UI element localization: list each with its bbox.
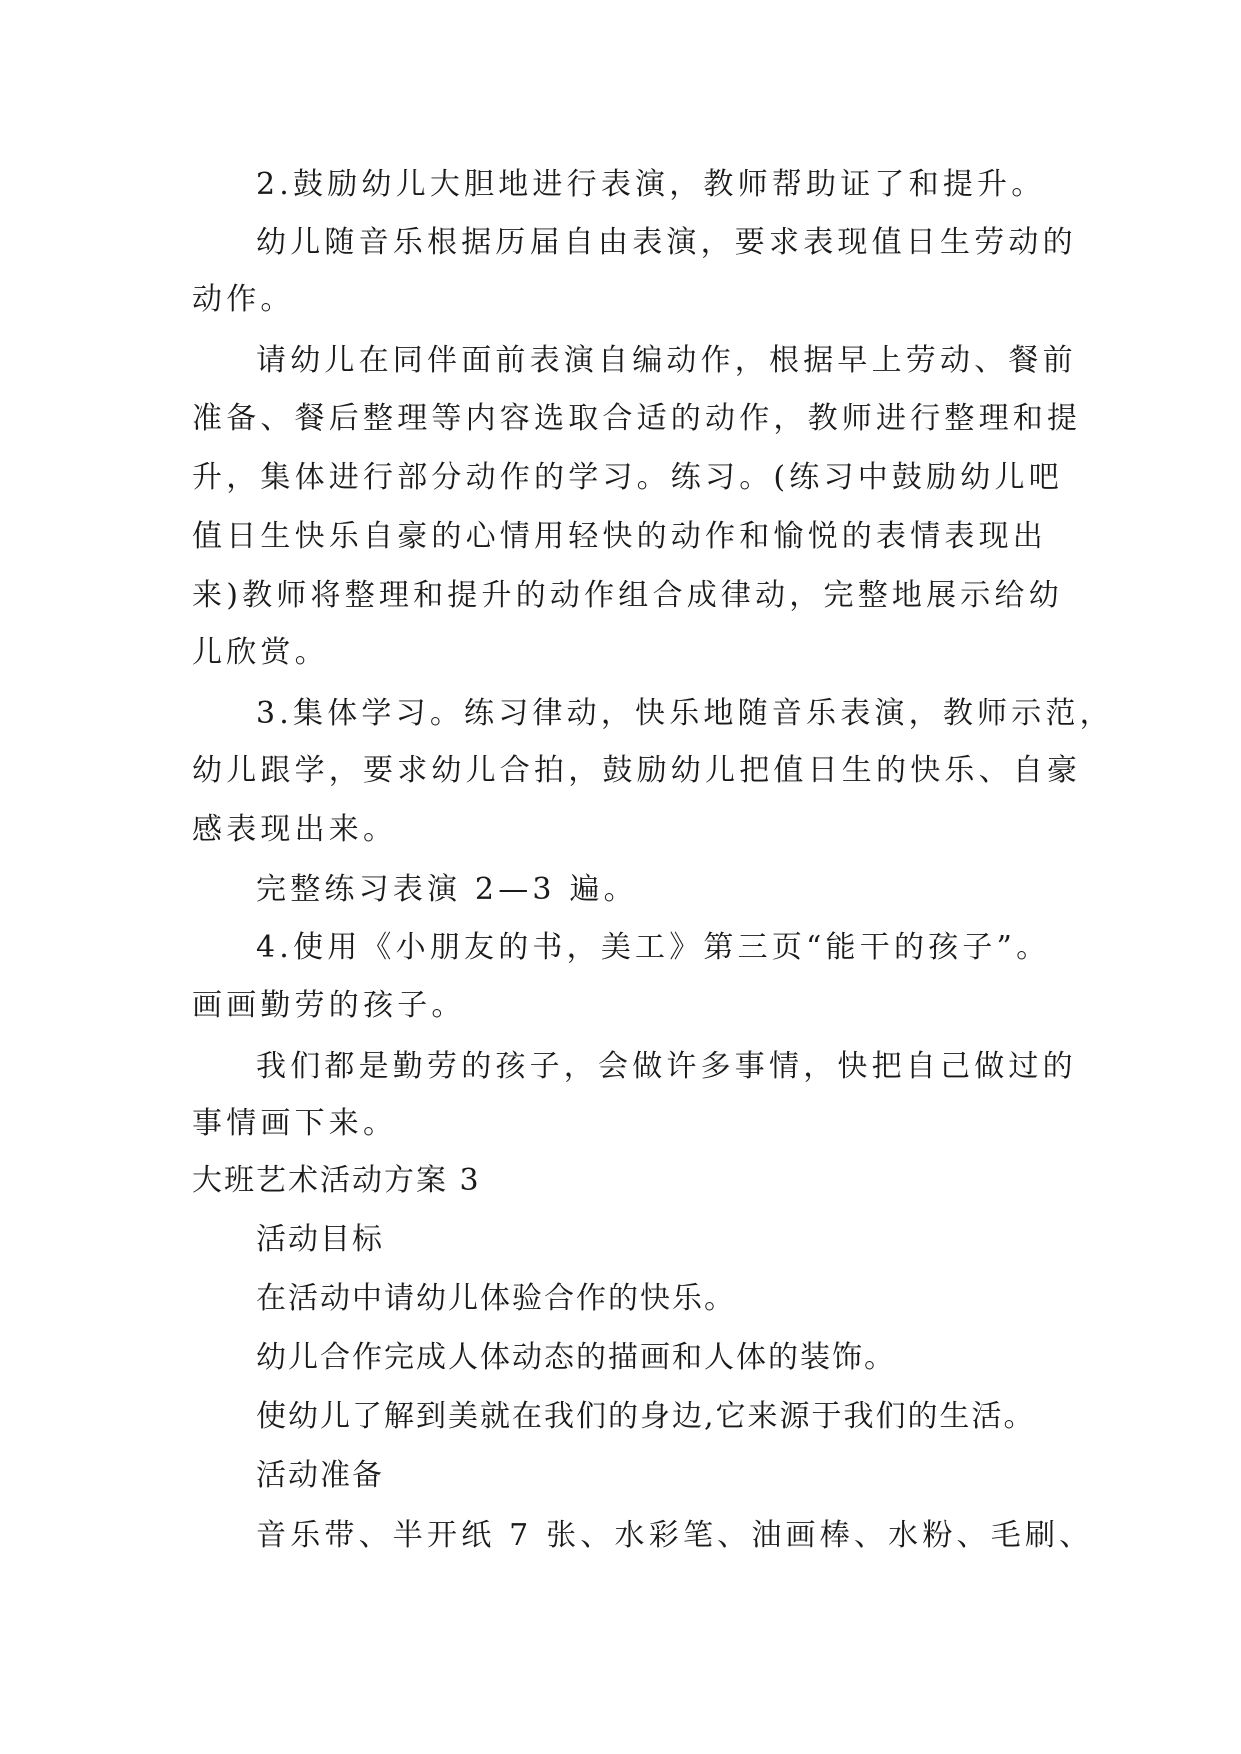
paragraph-line: 升，集体进行部分动作的学习。练习。(练习中鼓励幼儿吧: [192, 460, 1063, 495]
paragraph-line: 儿欣赏。: [192, 635, 329, 670]
paragraph-line: 事情画下来。: [192, 1106, 398, 1141]
section-heading: 大班艺术活动方案 3: [192, 1163, 481, 1198]
subheading: 活动目标: [256, 1222, 384, 1257]
paragraph-line: 2.鼓励幼儿大胆地进行表演，教师帮助证了和提升。: [256, 167, 1046, 202]
paragraph-line: 请幼儿在同伴面前表演自编动作，根据早上劳动、餐前: [256, 343, 1077, 378]
paragraph-line: 在活动中请幼儿体验合作的快乐。: [256, 1281, 736, 1316]
paragraph-line: 幼儿合作完成人体动态的描画和人体的装饰。: [256, 1340, 896, 1375]
paragraph-line: 我们都是勤劳的孩子，会做许多事情，快把自己做过的: [256, 1049, 1077, 1084]
paragraph-line: 3.集体学习。练习律动，快乐地随音乐表演，教师示范，: [256, 696, 1114, 731]
paragraph-line: 4.使用《小朋友的书，美工》第三页“能干的孩子”。: [256, 930, 1051, 965]
paragraph-line: 准备、餐后整理等内容选取合适的动作，教师进行整理和提: [192, 401, 1082, 436]
paragraph-line: 幼儿随音乐根据历届自由表演，要求表现值日生劳动的: [256, 225, 1077, 260]
subheading: 活动准备: [256, 1458, 384, 1493]
paragraph-line: 画画勤劳的孩子。: [192, 988, 466, 1023]
paragraph-line: 幼儿跟学，要求幼儿合拍，鼓励幼儿把值日生的快乐、自豪: [192, 753, 1082, 788]
paragraph-line: 值日生快乐自豪的心情用轻快的动作和愉悦的表情表现出: [192, 519, 1047, 554]
paragraph-line: 动作。: [192, 282, 295, 317]
paragraph-line: 完整练习表演 2—3 遍。: [256, 872, 638, 907]
paragraph-line: 感表现出来。: [192, 812, 398, 847]
paragraph-line: 来)教师将整理和提升的动作组合成律动，完整地展示给幼: [192, 578, 1063, 613]
paragraph-line: 使幼儿了解到美就在我们的身边,它来源于我们的生活。: [256, 1399, 1036, 1434]
paragraph-line: 音乐带、半开纸 7 张、水彩笔、油画棒、水粉、毛刷、: [256, 1518, 1094, 1553]
